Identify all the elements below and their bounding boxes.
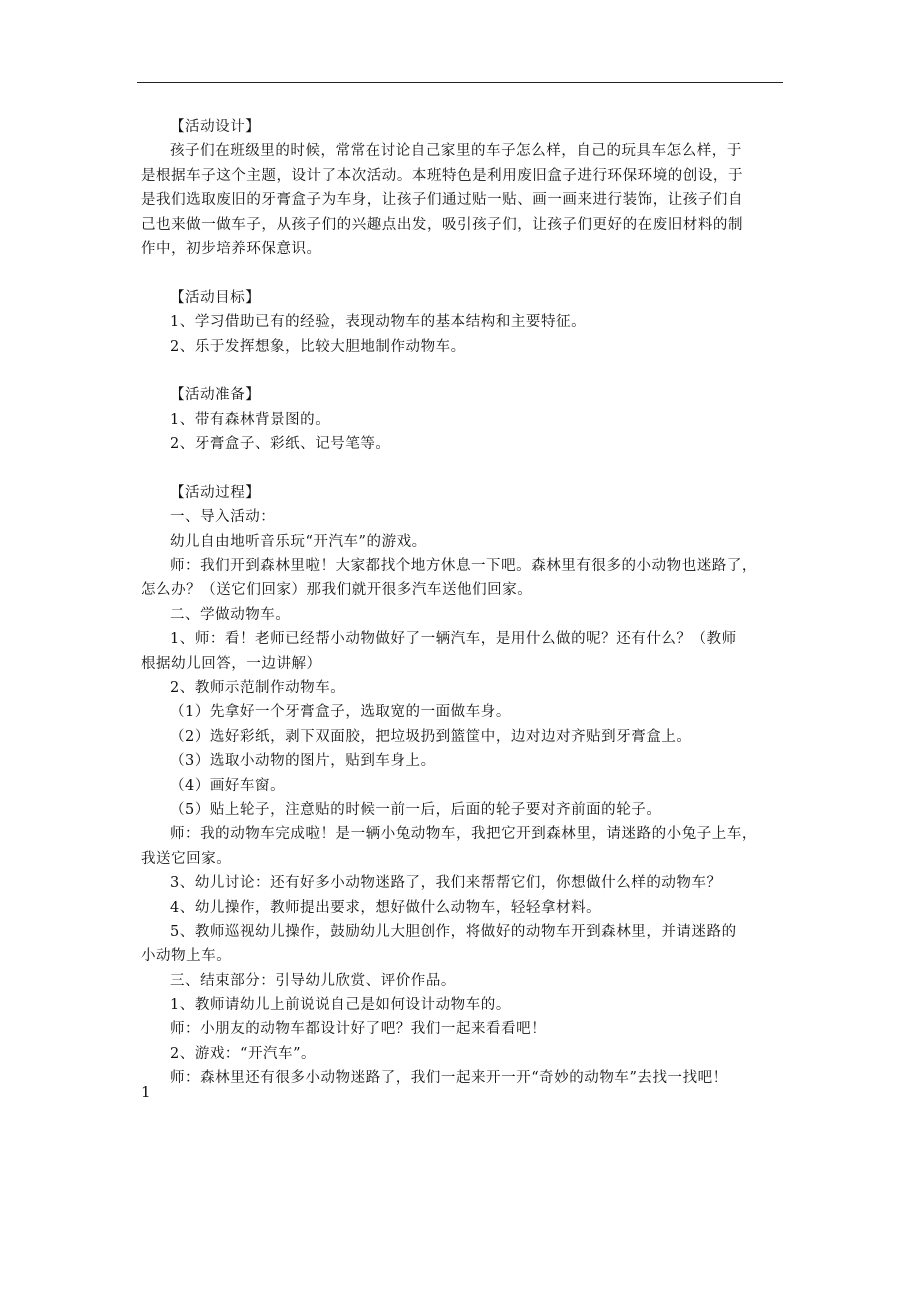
paragraph-line: 己也来做一做车子，从孩子们的兴趣点出发，吸引孩子们，让孩子们更好的在废旧材料的制 <box>141 216 743 233</box>
section-heading-design: 【活动设计】 <box>170 119 261 135</box>
list-item: 1、带有森林背景图的。 <box>170 411 331 428</box>
section-heading-prep: 【活动准备】 <box>170 387 261 404</box>
process-line: 3、幼儿讨论：还有好多小动物迷路了，我们来帮帮它们，你想做什么样的动物车？ <box>170 875 722 892</box>
process-line: 5、教师巡视幼儿操作，鼓励幼儿大胆创作，将做好的动物车开到森林里，并请迷路的 <box>170 923 737 940</box>
process-line: 4、幼儿操作，教师提出要求，想好做什么动物车，轻轻拿材料。 <box>170 899 602 916</box>
process-line: 1、教师请幼儿上前说说自己是如何设计动物车的。 <box>170 997 511 1014</box>
process-line: （5）贴上轮子，注意贴的时候一前一后，后面的轮子要对齐前面的轮子。 <box>170 801 662 818</box>
process-line: 师：小朋友的动物车都设计好了吧？我们一起来看看吧！ <box>170 1021 547 1038</box>
blank-line <box>141 261 787 285</box>
list-item: 2、牙膏盒子、彩纸、记号笔等。 <box>170 436 391 453</box>
process-line: 一、导入活动： <box>170 509 276 526</box>
process-line: 2、游戏：“开汽车”。 <box>170 1045 317 1062</box>
process-line: 二、学做动物车。 <box>170 606 291 623</box>
process-line: 师：我们开到森林里啦！大家都找个地方休息一下吧。森林里有很多的小动物也迷路了， <box>170 558 757 575</box>
process-line: 根据幼儿回答，一边讲解） <box>141 655 322 672</box>
list-item: 2、乐于发挥想象，比较大胆地制作动物车。 <box>170 338 466 355</box>
document-body <box>141 115 787 1091</box>
process-line: 幼儿自由地听音乐玩“开汽车”的游戏。 <box>170 533 427 550</box>
paragraph-line: 是根据车子这个主题，设计了本次活动。本班特色是利用废旧盒子进行环保环境的创设，于 <box>141 167 743 184</box>
header-rule <box>137 82 783 83</box>
process-line: 师：我的动物车完成啦！是一辆小兔动物车，我把它开到森林里，请迷路的小兔子上车， <box>170 826 757 843</box>
process-line: （4）画好车窗。 <box>170 777 286 794</box>
process-line: 我送它回家。 <box>141 850 232 867</box>
paragraph-line: 是我们选取废旧的牙膏盒子为车身，让孩子们通过贴一贴、画一画来进行装饰，让孩子们自 <box>141 192 743 209</box>
process-line: 怎么办？（送它们回家）那我们就开很多汽车送他们回家。 <box>141 582 533 599</box>
process-line: 2、教师示范制作动物车。 <box>170 679 346 696</box>
section-heading-process: 【活动过程】 <box>170 484 261 501</box>
process-line: （1）先拿好一个牙膏盒子，选取宽的一面做车身。 <box>170 704 511 721</box>
process-line: 三、结束部分：引导幼儿欣赏、评价作品。 <box>170 972 456 989</box>
page-number: 1 <box>141 1083 151 1101</box>
list-item: 1、学习借助已有的经验，表现动物车的基本结构和主要特征。 <box>170 314 587 331</box>
process-line: （2）选好彩纸，剥下双面胶，把垃圾扔到篮筐中，边对边对齐贴到牙膏盒上。 <box>170 728 692 745</box>
process-line: （3）选取小动物的图片，贴到车身上。 <box>170 753 436 770</box>
paragraph-line: 作中，初步培养环保意识。 <box>141 240 322 257</box>
paragraph-line: 孩子们在班级里的时候，常常在讨论自己家里的车子怎么样，自己的玩具车怎么样，于 <box>170 143 742 160</box>
process-line: 1、师：看！老师已经帮小动物做好了一辆汽车，是用什么做的呢？还有什么？（教师 <box>170 631 737 648</box>
process-line: 师：森林里还有很多小动物迷路了，我们一起来开一开“奇妙的动物车”去找一找吧！ <box>170 1070 728 1087</box>
process-line: 小动物上车。 <box>141 948 232 965</box>
blank-line <box>141 456 787 480</box>
blank-line <box>141 359 787 383</box>
section-heading-goals: 【活动目标】 <box>170 289 261 306</box>
